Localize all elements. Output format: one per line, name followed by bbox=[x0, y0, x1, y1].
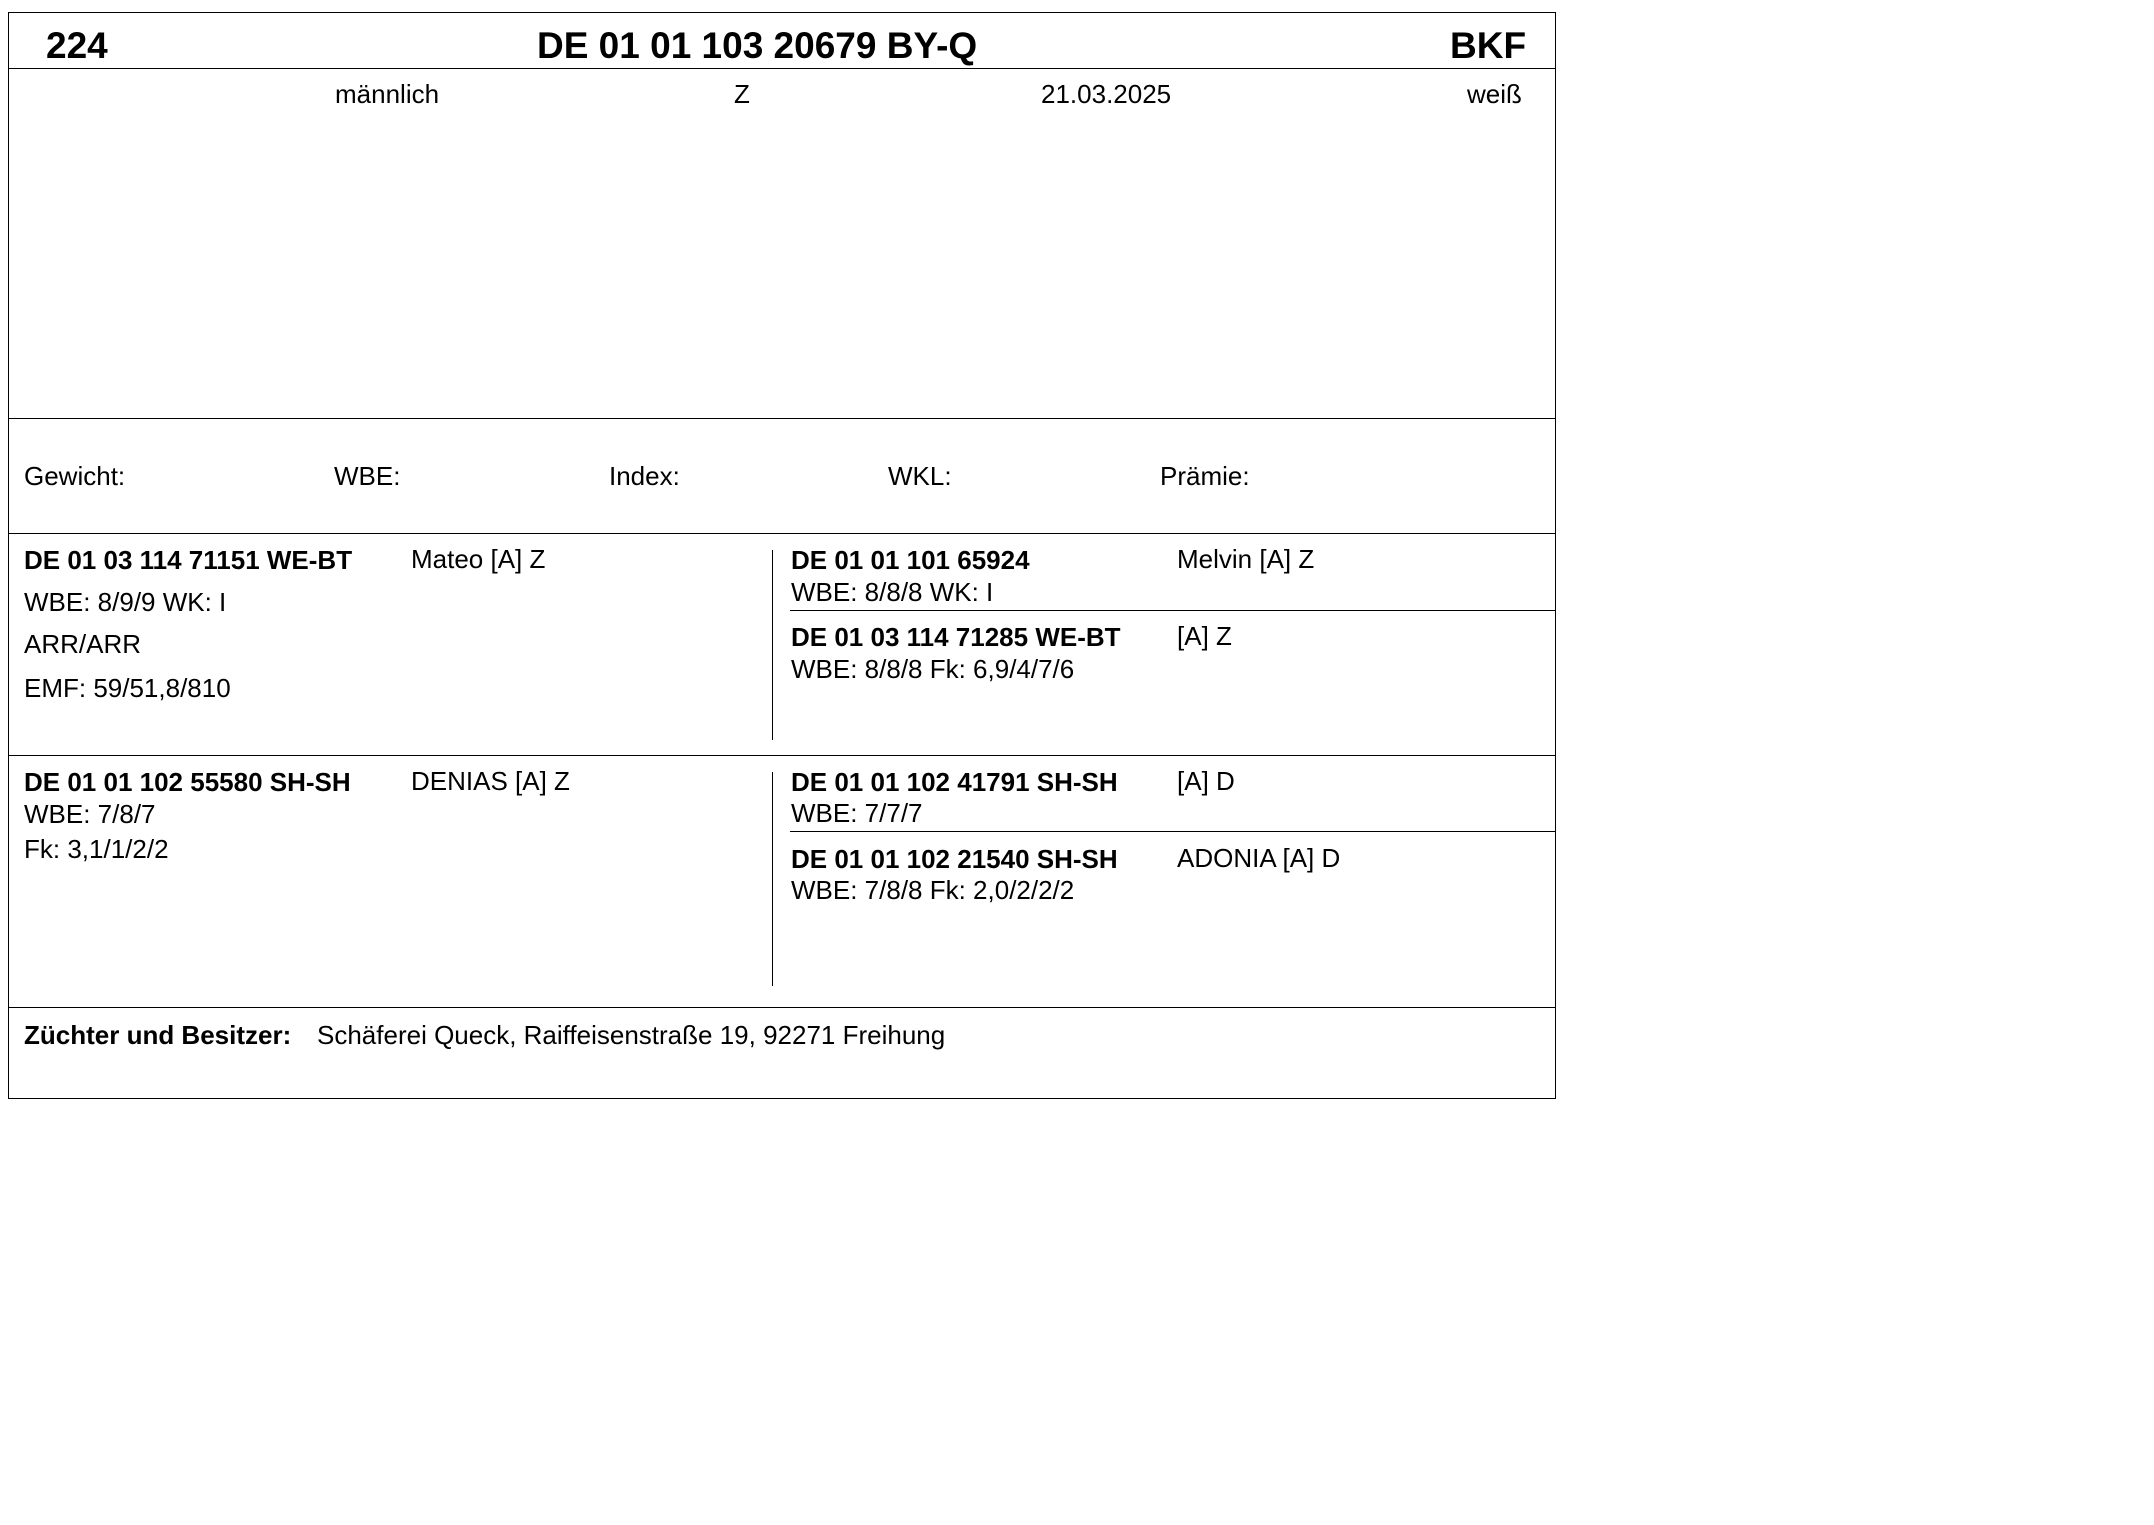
dam-fk: Fk: 3,1/1/2/2 bbox=[24, 834, 169, 864]
sire-wbe: WBE: 8/9/9 WK: I bbox=[24, 587, 227, 617]
info-divider bbox=[8, 418, 1556, 419]
dam-dam-wbe: WBE: 7/8/8 Fk: 2,0/2/2/2 bbox=[791, 875, 1075, 905]
color-value: weiß bbox=[1467, 79, 1522, 109]
dam-dam-id: DE 01 01 102 21540 SH-SH bbox=[791, 844, 1118, 874]
sire-dam-id: DE 01 03 114 71285 WE-BT bbox=[791, 622, 1121, 652]
header-divider bbox=[8, 68, 1556, 69]
sire-emf: EMF: 59/51,8/810 bbox=[24, 673, 231, 703]
birth-date: 21.03.2025 bbox=[1041, 79, 1172, 109]
breeder-owner-value: Schäferei Queck, Raiffeisenstraße 19, 92271 Freihung bbox=[317, 1020, 946, 1050]
sire-id: DE 01 03 114 71151 WE-BT bbox=[24, 545, 353, 575]
sire-dam-wbe: WBE: 8/8/8 Fk: 6,9/4/7/6 bbox=[791, 654, 1075, 684]
praemie-label: Prämie: bbox=[1160, 461, 1250, 491]
dam-section-divider bbox=[8, 1007, 1556, 1008]
dam-sire-name: [A] D bbox=[1177, 766, 1235, 796]
dam-id: DE 01 01 102 55580 SH-SH bbox=[24, 767, 351, 797]
dam-sire-wbe: WBE: 7/7/7 bbox=[791, 798, 923, 828]
sire-name: Mateo [A] Z bbox=[411, 544, 546, 574]
herdbook-mark: Z bbox=[734, 79, 750, 109]
fields-divider bbox=[8, 533, 1556, 534]
dam-grandparents-divider bbox=[790, 831, 1556, 832]
wbe-label: WBE: bbox=[334, 461, 401, 491]
animal-id: DE 01 01 103 20679 BY-Q bbox=[537, 25, 978, 66]
dam-name: DENIAS [A] Z bbox=[411, 766, 570, 796]
sire-section-divider bbox=[8, 755, 1556, 756]
sex-value: männlich bbox=[335, 79, 440, 109]
wkl-label: WKL: bbox=[888, 461, 952, 491]
sire-genotype: ARR/ARR bbox=[24, 629, 142, 659]
dam-sire-id: DE 01 01 102 41791 SH-SH bbox=[791, 767, 1118, 797]
index-label: Index: bbox=[609, 461, 680, 491]
sire-sire-name: Melvin [A] Z bbox=[1177, 544, 1315, 574]
dam-wbe: WBE: 7/8/7 bbox=[24, 799, 156, 829]
dam-dam-name: ADONIA [A] D bbox=[1177, 843, 1341, 873]
sire-sire-wbe: WBE: 8/8/8 WK: I bbox=[791, 577, 994, 607]
sire-grandparents-divider bbox=[790, 610, 1556, 611]
catalog-number: 224 bbox=[46, 25, 108, 66]
dam-column-divider bbox=[772, 772, 773, 986]
breed-code: BKF bbox=[1450, 25, 1527, 66]
breeder-owner-label: Züchter und Besitzer: bbox=[24, 1020, 292, 1050]
sire-sire-id: DE 01 01 101 65924 bbox=[791, 545, 1030, 575]
weight-label: Gewicht: bbox=[24, 461, 126, 491]
sire-dam-name: [A] Z bbox=[1177, 621, 1232, 651]
sire-column-divider bbox=[772, 550, 773, 740]
